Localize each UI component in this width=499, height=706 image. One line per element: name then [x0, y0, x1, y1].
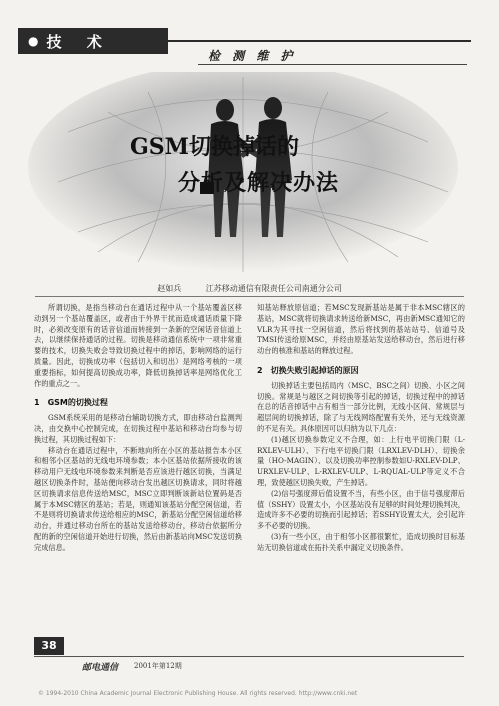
- header-rule: [168, 40, 471, 42]
- section-heading-1: [34, 398, 242, 409]
- magazine-name: 邮电通信: [82, 663, 119, 673]
- paragraph: (3)有一些小区，由于相邻小区都很繁忙，造成切换时目标基站无切换信道或在拓扑关系中漏定义切换条件。: [257, 531, 465, 552]
- paragraph: GSM系统采用的是移动台辅助切换方式，即由移动台监测判决，由交换中心控制完成，在切换过程中基站和移动台均参与切换过程，其切换过程如下：: [34, 413, 242, 444]
- paragraph: (2)信号强度滞后值设置不当，有些小区，由于信号强度滞后值（SSHY）设置太小，小区基站没有足够的时间处理切换判决，造成许多不必要的切换而引起掉话；若SSHY设置太大，会引起许多不必要的切换。: [257, 488, 465, 531]
- section-number: 2: [257, 365, 263, 375]
- header-subcategory-rule: [198, 64, 467, 65]
- paragraph: 所谓切换，是指当移动台在通话过程中从一个基站覆盖区移动到另一个基站覆盖区，或者由于外界干扰而造成通话质量下降时，必须改变原有的话音信道而转接到一条新的空闲话音信道上去，以继续保持通话的过程。切换是移动通信系统中一项非常重要的技术，切换失败会导致切换过程中的掉话，影响网络的运行质量。因此，切换成功率（包括切入和切出）是网络考核的一项重要指标，如何提高切换成功率，降低切换掉话率是网络优化工作的重点之一。: [34, 303, 242, 388]
- section-number: 1: [34, 398, 40, 408]
- header-category: 技 术: [46, 32, 112, 51]
- section-title: 切换失败引起掉话的原因: [270, 365, 359, 375]
- article-title-line2: 分析及解决办法: [178, 170, 340, 196]
- page-number: 38: [34, 637, 64, 655]
- author-name: 赵如兵: [157, 284, 182, 293]
- byline-rule: [35, 296, 464, 297]
- footer-rule: [34, 656, 464, 657]
- header-category-block: [18, 28, 168, 54]
- author-affiliation: 江苏移动通信有限责任公司南通分公司: [205, 284, 342, 293]
- paragraph: 切换掉话主要包括局内（MSC、BSC之间）切换、小区之间切换。常规是与越区之间切换等引起的掉话，切换过程中的掉话在总的话音掉话中占有相当一部分比例，无线小区间、常规层与超层间的切换掉话，除了与无线网络配置有关外，还与无线资源的不足有关。具体原因可以归纳为以下几点：: [257, 380, 465, 433]
- issue-label: 2001年第12期: [134, 662, 182, 670]
- text-column-left: [34, 303, 242, 554]
- section-title: GSM的切换过程: [47, 398, 108, 408]
- hero-illustration: [28, 72, 470, 282]
- section-heading-2: [257, 366, 465, 377]
- copyright-notice: © 1994-2010 China Academic Journal Electronic Publishing House. All rights reserved. http://www.cnki.net: [38, 690, 358, 697]
- header-subcategory: 检 测 维 护: [208, 49, 297, 63]
- byline: [0, 283, 499, 294]
- text-column-right: [257, 303, 465, 554]
- paragraph: (1)越区切换参数定义不合理，如：上行电平切换门限（L-RXLEV-ULH）、下行电平切换门限（LRXLEV-DLH）、切换余量（HO-MAGIN）、以及切换功率控制参数如U-RXLEV-DLP、URXLEV-ULP、L-RXLEV-ULP、L-RQUAL-ULP等定义不合理，致使越区切换失败，产生掉话。: [257, 434, 465, 487]
- bullet-icon: ●: [28, 34, 39, 48]
- article-title-line1: GSM切换掉话的: [130, 134, 300, 160]
- paragraph: 移动台在通话过程中，不断地向所在小区的基站报告本小区和相邻小区基站的无线电环境参数；本小区基站依据所接收的该移动用户无线电环境参数来判断是否应该进行越区切换，当满足越区切换条件时，基站便向移动台发出越区切换请求，同时将越区切换请求信息传送给MSC，MSC立即判断该新站位置码是否属于本MSC辖区的基站；若是，则通知该基站分配空闲信道，若不是则将切换请求传送给相应的MSC，新基站分配空闲信道给移动台，并通过移动台所在的基站发送给移动台，移动台依据所分配的新的空闲信道开始进行切换，然后由新基站向MSC发送切换完成信息。: [34, 445, 242, 552]
- paragraph: 知基站释放原信道；若MSC发现新基站是属于非本MSC辖区的基站，MSC就将切换请求转送给新MSC，再由新MSC通知它的VLR为其寻找一空闲信道，然后将找到的基站站号、信道号及TMSI传送给原MSC，并经由原基站发送给移动台，然后进行移动台的核准和基站的释放过程。: [257, 303, 465, 356]
